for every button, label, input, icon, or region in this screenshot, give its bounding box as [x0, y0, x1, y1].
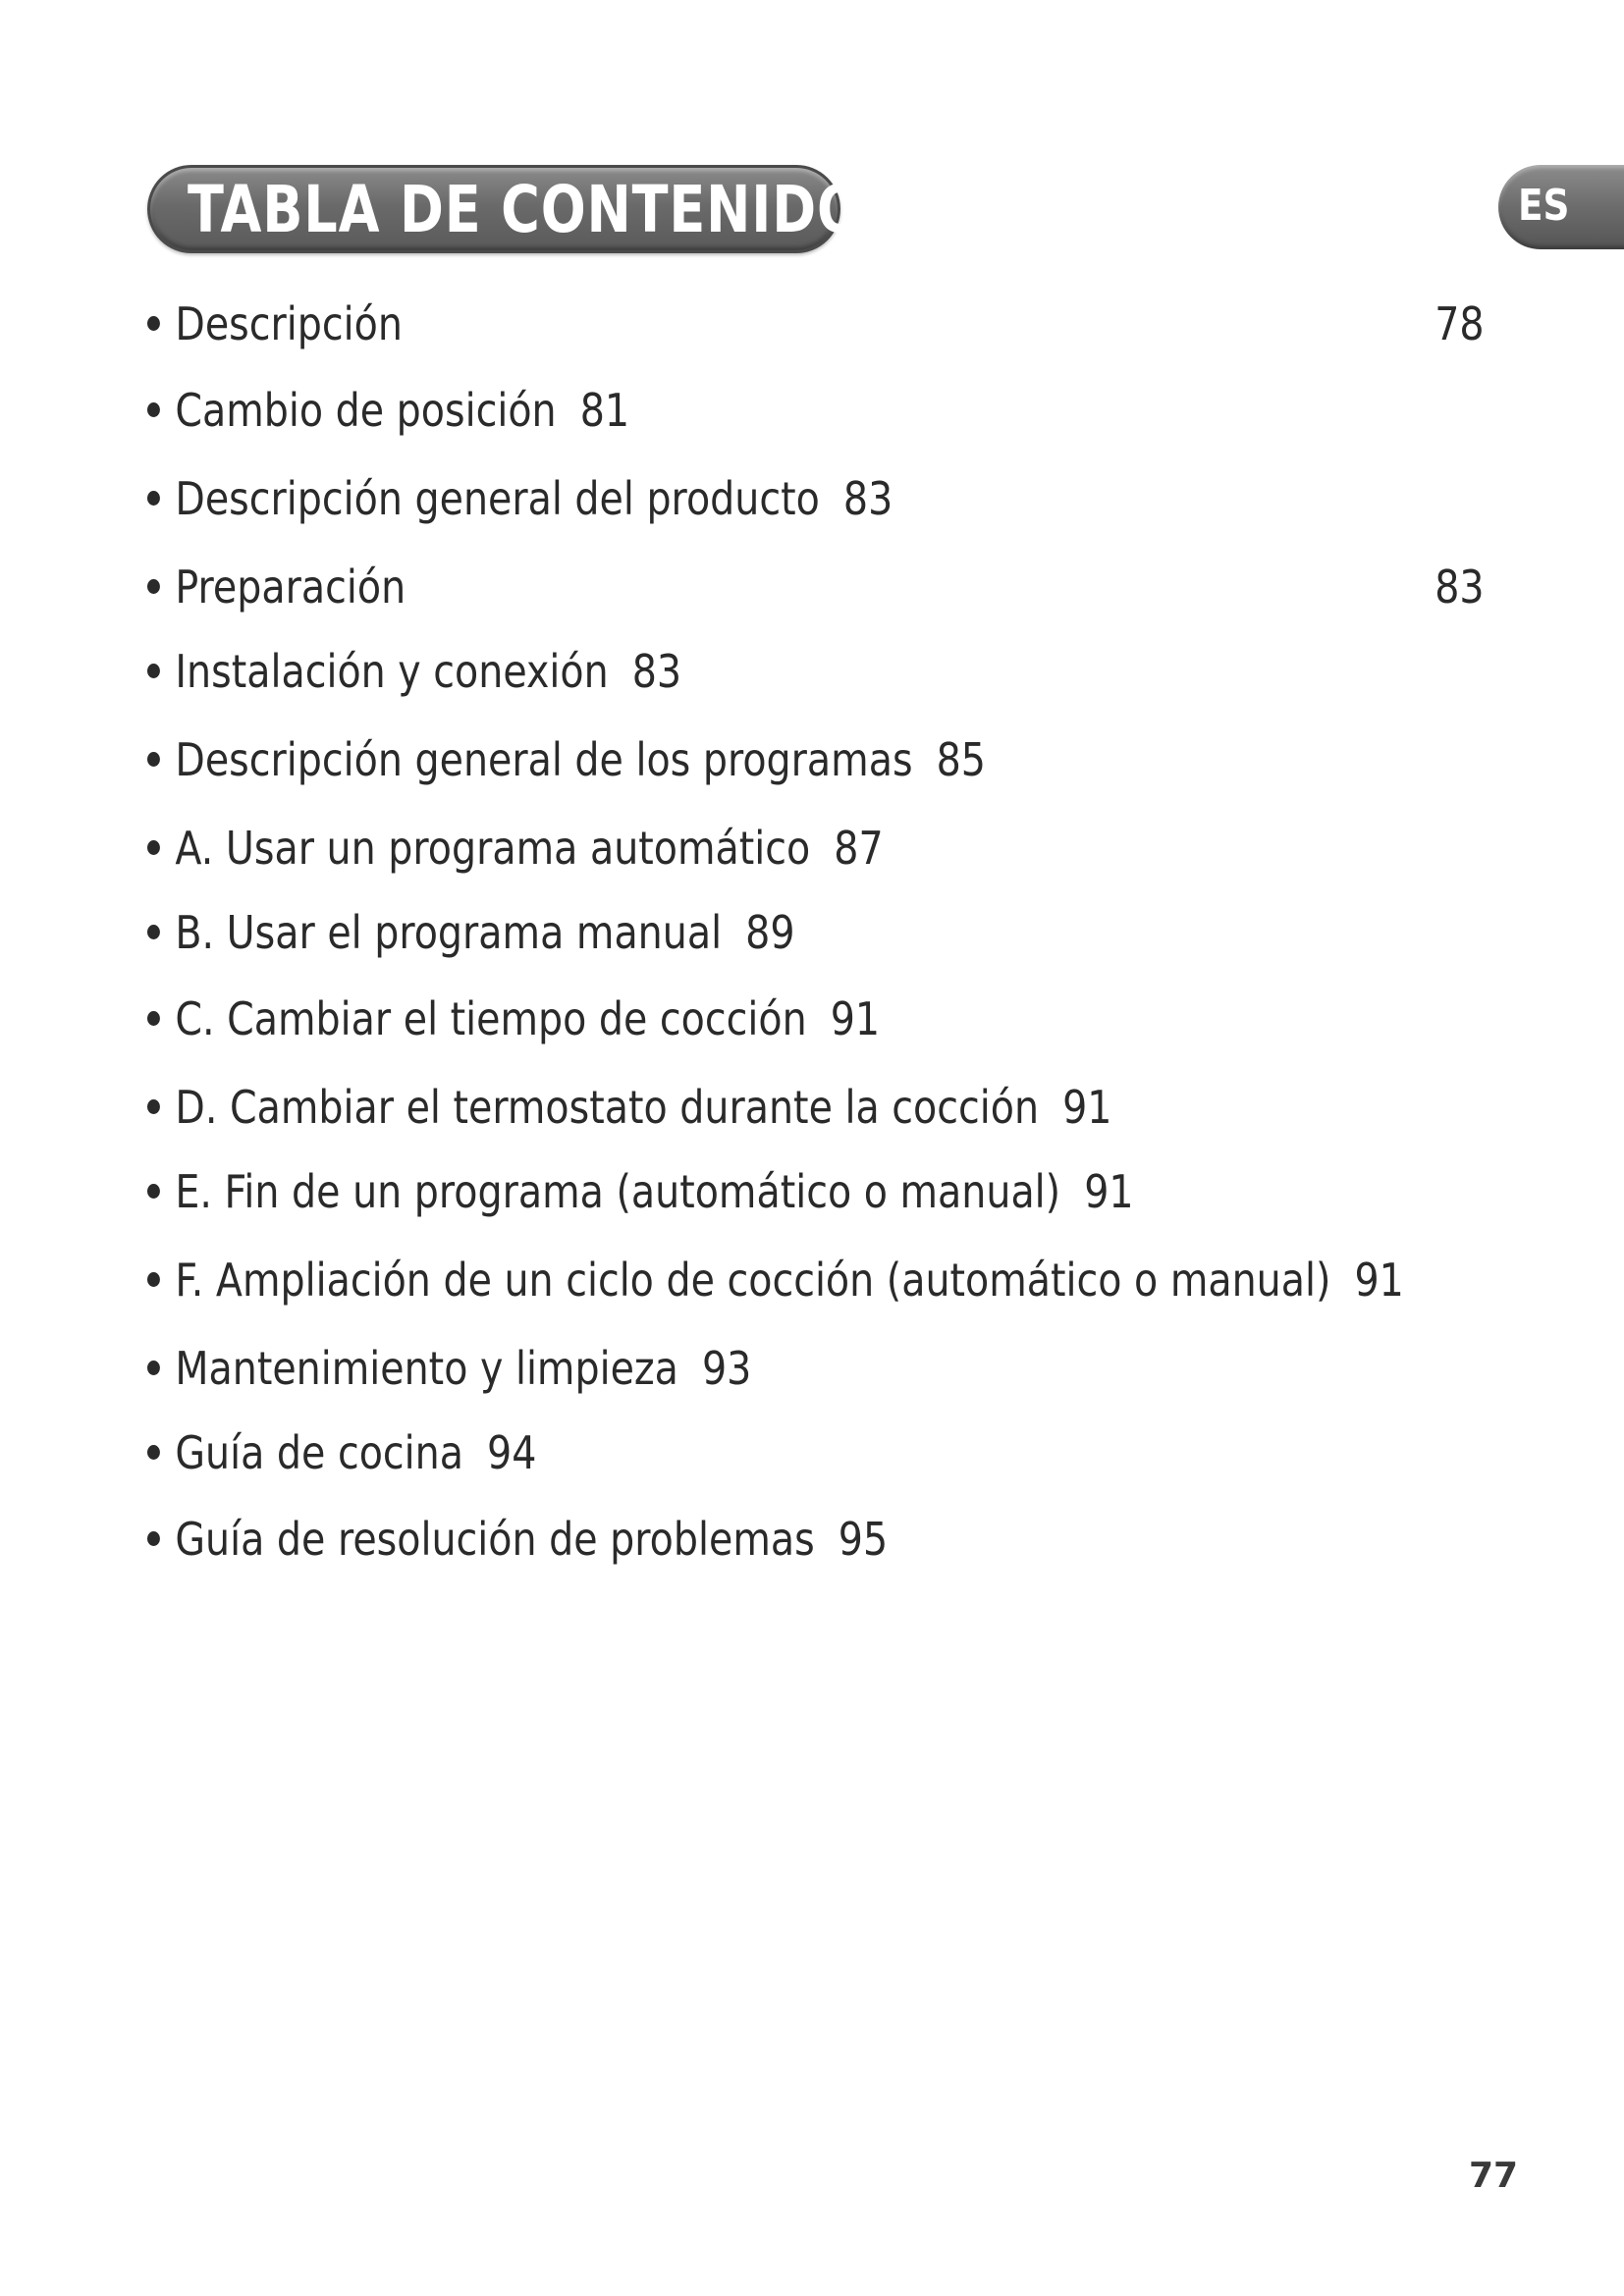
toc-entry-content: [147, 381, 629, 440]
bullet-icon: [147, 579, 160, 594]
toc-entry[interactable]: [147, 558, 1485, 616]
toc-entry[interactable]: [147, 730, 1463, 789]
toc-entry[interactable]: [147, 819, 1463, 878]
toc-entry[interactable]: [147, 1510, 1463, 1569]
language-tab-label: ES: [1518, 181, 1570, 231]
toc-entry-label: Descripción: [175, 297, 403, 350]
toc-entry[interactable]: [147, 642, 1463, 701]
page-number: 77: [1469, 2156, 1519, 2196]
toc-entry-label: C. Cambiar el tiempo de cocción: [175, 992, 807, 1045]
toc-entry-page: 83: [842, 472, 893, 525]
bullet-icon: [147, 840, 160, 855]
toc-entry[interactable]: [147, 294, 1485, 353]
bullet-icon: [147, 402, 160, 417]
bullet-icon: [147, 1272, 160, 1287]
toc-entry-label: A. Usar un programa automático: [175, 822, 811, 875]
toc-entry-content: [147, 1078, 1111, 1137]
toc-entry-label: Preparación: [175, 561, 406, 614]
toc-entry-content: [147, 294, 403, 353]
toc-entry-page: 91: [1084, 1165, 1134, 1218]
toc-entry-content: [147, 1339, 751, 1398]
toc-entry-content: [147, 1251, 1404, 1309]
table-of-contents: [147, 0, 1485, 2296]
page-title: TABLA DE CONTENIDOS: [188, 172, 902, 247]
toc-entry-content: [147, 1510, 888, 1569]
toc-entry-page: 89: [745, 906, 795, 959]
toc-entry-content: [147, 642, 681, 701]
toc-entry-label: B. Usar el programa manual: [175, 906, 723, 959]
toc-entry[interactable]: [147, 469, 1463, 528]
toc-entry[interactable]: [147, 1162, 1463, 1221]
toc-entry[interactable]: [147, 989, 1463, 1048]
toc-entry-page: 91: [1062, 1081, 1112, 1134]
toc-entry[interactable]: [147, 903, 1463, 962]
bullet-icon: [147, 1184, 160, 1199]
toc-entry-page: 87: [834, 822, 884, 875]
toc-entry-page: 78: [1435, 297, 1485, 350]
toc-entry-page: 91: [1354, 1254, 1404, 1307]
toc-entry-content: [147, 1162, 1134, 1221]
bullet-icon: [147, 752, 160, 767]
toc-entry-label: Guía de resolución de problemas: [175, 1513, 815, 1566]
toc-entry-page: 81: [579, 384, 630, 437]
bullet-icon: [147, 1531, 160, 1546]
bullet-icon: [147, 664, 160, 678]
toc-entry-content: [147, 558, 406, 616]
toc-entry-page: 93: [702, 1342, 752, 1395]
toc-entry-content: [147, 989, 880, 1048]
toc-entry-label: D. Cambiar el termostato durante la cocción: [175, 1081, 1040, 1134]
toc-entry-page: 95: [838, 1513, 889, 1566]
toc-entry-label: Cambio de posición: [175, 384, 557, 437]
toc-entry-content: [147, 819, 884, 878]
toc-entry-label: Descripción general del producto: [175, 472, 820, 525]
toc-entry-label: Mantenimiento y limpieza: [175, 1342, 678, 1395]
toc-entry[interactable]: [147, 1251, 1463, 1309]
toc-entry-page: 91: [830, 992, 881, 1045]
bullet-icon: [147, 316, 160, 331]
bullet-icon: [147, 925, 160, 939]
toc-entry-content: [147, 903, 794, 962]
toc-entry-label: Descripción general de los programas: [175, 733, 913, 786]
bullet-icon: [147, 1099, 160, 1114]
toc-entry[interactable]: [147, 1078, 1463, 1137]
toc-entry-page: 83: [631, 645, 682, 698]
toc-entry[interactable]: [147, 1423, 1463, 1482]
toc-entry[interactable]: [147, 381, 1463, 440]
toc-entry-label: Guía de cocina: [175, 1426, 463, 1479]
toc-entry-page: 85: [936, 733, 986, 786]
language-tab: [1498, 165, 1624, 249]
toc-entry-content: [147, 469, 893, 528]
toc-entry-page: 83: [1435, 561, 1485, 614]
bullet-icon: [147, 1361, 160, 1375]
toc-entry-page: 94: [487, 1426, 537, 1479]
toc-entry-label: F. Ampliación de un ciclo de cocción (automático o manual): [175, 1254, 1331, 1307]
toc-entry-label: Instalación y conexión: [175, 645, 609, 698]
toc-entry-content: [147, 730, 986, 789]
toc-entry-content: [147, 1423, 536, 1482]
bullet-icon: [147, 1011, 160, 1026]
toc-entry-label: E. Fin de un programa (automático o manual): [175, 1165, 1061, 1218]
toc-entry[interactable]: [147, 1339, 1463, 1398]
bullet-icon: [147, 1445, 160, 1460]
bullet-icon: [147, 491, 160, 506]
